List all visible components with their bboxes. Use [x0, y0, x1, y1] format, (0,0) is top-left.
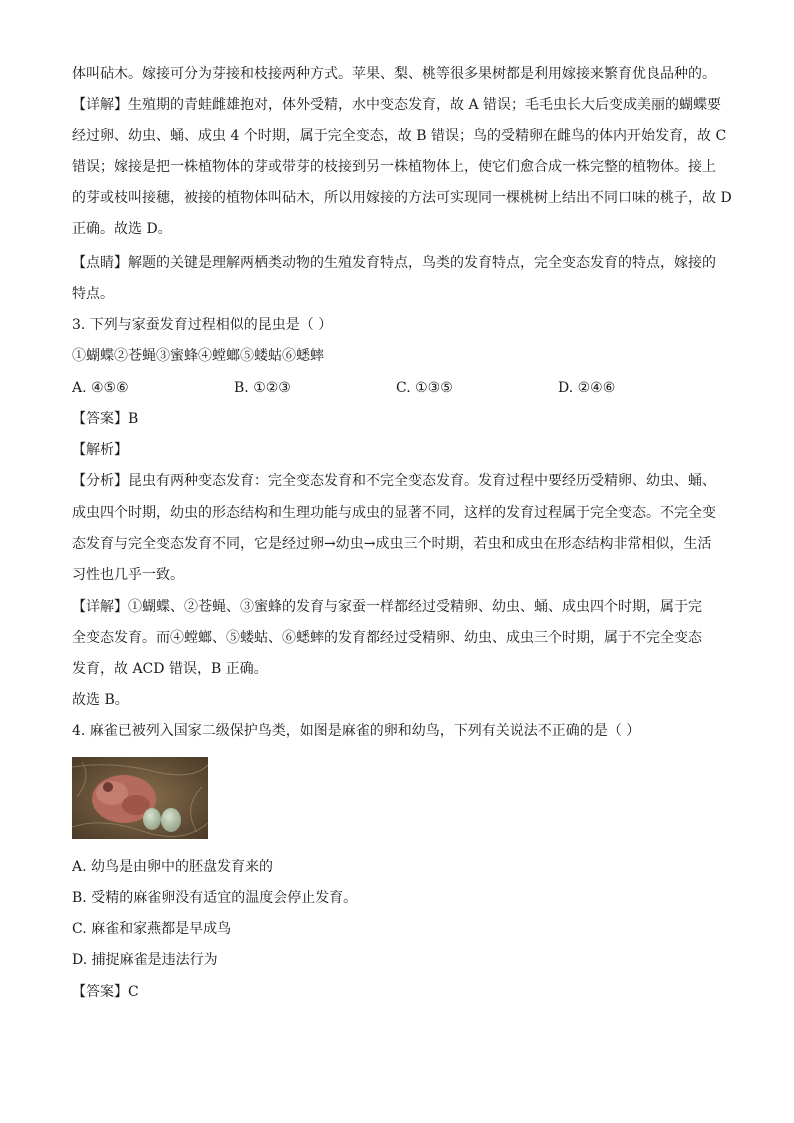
paragraph-line: [72, 471, 716, 491]
answer-tag: 【答案】: [72, 411, 128, 427]
paragraph-line: 全变态发育。而④螳螂、⑤蝼蛄、⑥蟋蟀的发育都经过受精卵、幼虫、成虫三个时期，属于不完全变态: [72, 630, 702, 646]
option-d: D. 捕捉麻雀是违法行为: [72, 952, 218, 968]
option-c: C. 麻雀和家燕都是早成鸟: [72, 921, 232, 937]
paragraph-line: 发育，故 ACD 错误，B 正确。: [72, 661, 268, 677]
section-tag: 【详解】: [72, 97, 128, 113]
sparrow-eggs-and-chicks-image: [72, 757, 208, 839]
analysis-tag: 【解析】: [72, 442, 128, 458]
section-tag: 【分析】: [72, 473, 128, 489]
question-stem: 4. 麻雀已被列入国家二级保护鸟类，如图是麻雀的卵和幼鸟，下列有关说法不正确的是（ ）: [72, 723, 641, 739]
section-tag: 【详解】: [72, 599, 128, 615]
paragraph-line: 体叫砧木。嫁接可分为芽接和枝接两种方式。苹果、梨、桃等很多果树都是利用嫁接来繁育优良品种的。: [72, 66, 716, 82]
sparrow-nest-photo: [72, 757, 208, 839]
paragraph-line: 经过卵、幼虫、蛹、成虫 4 个时期，属于完全变态，故 B 错误；鸟的受精卵在雌鸟的体内开始发育，故 C: [72, 128, 727, 144]
option-b: B. 受精的麻雀卵没有适宜的温度会停止发育。: [72, 890, 358, 906]
option-c: C. ①③⑤: [396, 380, 453, 396]
paragraph-line: 态发育与完全变态发育不同，它是经过卵→幼虫→成虫三个时期，若虫和成虫在形态结构非常相似，生活: [72, 536, 712, 552]
paragraph-line: [72, 597, 702, 617]
paragraph-line: 习性也几乎一致。: [72, 567, 184, 583]
option-a: A. ④⑤⑥: [72, 380, 129, 396]
answer-line: [72, 409, 138, 429]
answer-value: B: [128, 411, 139, 427]
paragraph-line: 特点。: [72, 286, 114, 302]
paragraph-text: ①蝴蝶、②苍蝇、③蜜蜂的发育与家蚕一样都经过受精卵、幼虫、蛹、成虫四个时期，属于完: [128, 599, 702, 615]
paragraph-text: 昆虫有两种变态发育：完全变态发育和不完全变态发育。发育过程中要经历受精卵、幼虫、蛹、: [128, 473, 716, 489]
answer-line: [72, 982, 139, 1002]
option-b: B. ①②③: [234, 380, 291, 396]
question-stem: 3. 下列与家蚕发育过程相似的昆虫是（ ）: [72, 317, 333, 333]
paragraph-line: [72, 95, 721, 115]
paragraph-line: [72, 253, 716, 273]
answer-value: C: [128, 984, 139, 1000]
answer-tag: 【答案】: [72, 984, 128, 1000]
paragraph-text: 解题的关键是理解两栖类动物的生殖发育特点，鸟类的发育特点，完全变态发育的特点，嫁接的: [128, 255, 716, 271]
section-tag: 【点睛】: [72, 255, 128, 271]
paragraph-line: 故选 B。: [72, 692, 129, 708]
paragraph-text: 生殖期的青蛙雌雄抱对，体外受精，水中变态发育，故 A 错误；毛毛虫长大后变成美丽的蝴蝶要: [128, 97, 722, 113]
paragraph-line: 正确。故选 D。: [72, 221, 172, 237]
paragraph-line: 错误；嫁接是把一株植物体的芽或带芽的枝接到另一株植物体上，使它们愈合成一株完整的植物体。接上: [72, 159, 716, 175]
paragraph-line: 成虫四个时期，幼虫的形态结构和生理功能与成虫的显著不同，这样的发育过程属于完全变态。不完全变: [72, 505, 716, 521]
paragraph-line: 的芽或枝叫接穗，被接的植物体叫砧木，所以用嫁接的方法可实现同一棵桃树上结出不同口味的桃子，故 D: [72, 190, 732, 206]
question-items: ①蝴蝶②苍蝇③蜜蜂④螳螂⑤蝼蛄⑥蟋蟀: [72, 348, 324, 364]
option-a: A. 幼鸟是由卵中的胚盘发育来的: [72, 859, 274, 875]
option-d: D. ②④⑥: [558, 380, 616, 396]
